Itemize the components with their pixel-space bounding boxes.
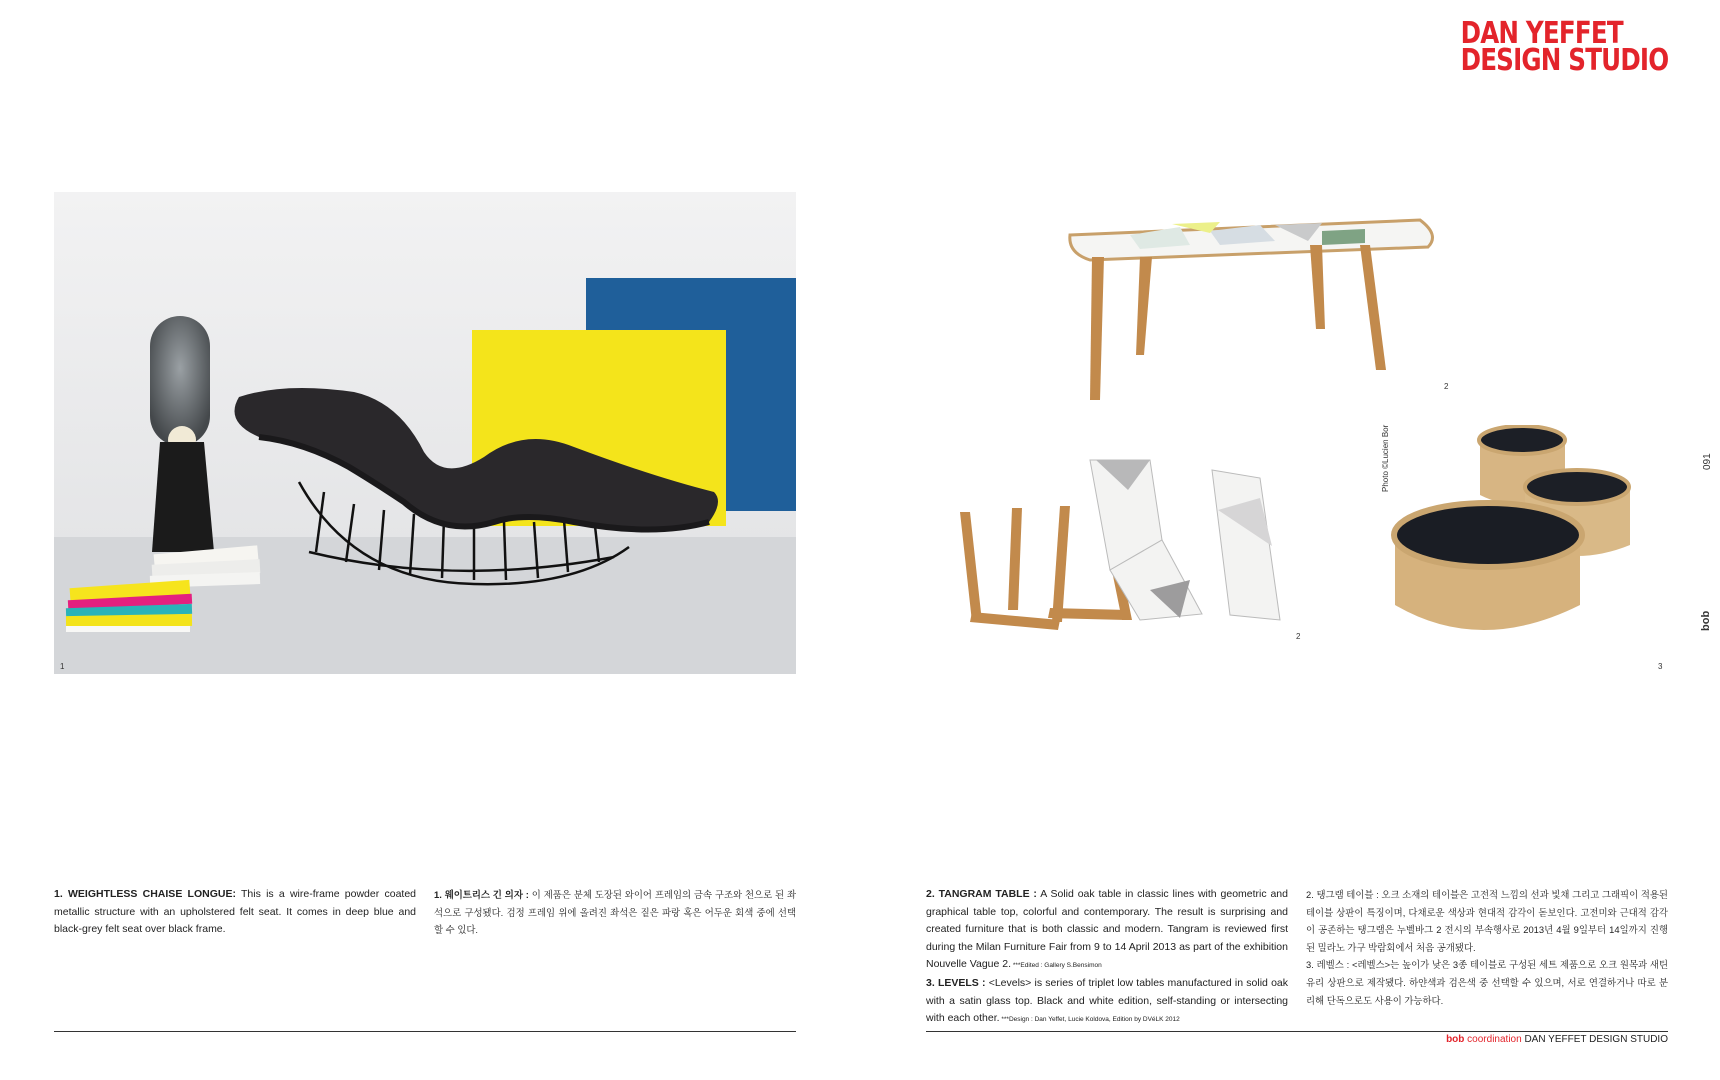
footer-studio-name: DAN YEFFET DESIGN STUDIO [1524, 1034, 1668, 1045]
photo-credit: Photo ©Lucien Bor [1381, 424, 1390, 492]
weightless-kr-text: 이 제품은 분체 도장된 와이어 프레임의 금속 구조와 천으로 된 좌석으로 구성됐다. 검정 프레임 위에 올려진 좌석은 짙은 파랑 혹은 어두운 회색 중에 선택할 수 있다. [434, 889, 797, 936]
page-number: 091 [1702, 453, 1713, 470]
tangram-table-photo [1060, 205, 1450, 420]
tangram-levels-caption-en [926, 886, 1288, 1029]
figure-number-3: 3 [1658, 662, 1663, 671]
studio-logo [1460, 16, 1668, 78]
weightless-text: This is a wire-frame powder coated metallic structure with an upholstered felt seat. It comes in deep blue and black-grey felt seat over black frame. [54, 888, 416, 936]
footer-brand: bob [1446, 1034, 1465, 1045]
tangram-text: A Solid oak table in classic lines with geometric and graphical table top, colorful and contemporary. The result is surprising and created furniture that is both classic and modern. Tangram is reviewed first during the Milan Furniture Fair from 9 to 14 April 2013 as part of the exhibition Nouvelle Vague 2. [926, 888, 1288, 971]
tangram-kr-text: 2. 탱그램 테이블 : 오크 소재의 테이블은 고전적 느낌의 선과 빛채 그리고 그래픽이 적용된 테이블 상판이 특징이며, 다채로운 색상과 현대적 감각이 돋보인다. 고전미와 근대적 감각이 공존하는 탱그램은 누벨바그 2 전시의 부속행사로 2013년 4월 9일부터 14일까지 진행된 밀라노 가구 박람회에서 처음 공개됐다. [1306, 889, 1668, 953]
weightless-caption-kr [434, 886, 796, 939]
figure-number-2b: 2 [1296, 632, 1301, 641]
logo-line-1: DAN YEFFET [1460, 16, 1623, 51]
footer-credit [1446, 1034, 1668, 1045]
divider-right [926, 1031, 1668, 1032]
levels-credit: ***Design : Dan Yeffet, Lucie Koldova, Edition by DVéLK 2012 [999, 1016, 1180, 1024]
tangram-title: 2. TANGRAM TABLE : [926, 888, 1037, 900]
levels-title: 3. LEVELS : [926, 976, 986, 989]
tangram-levels-caption-kr [1306, 886, 1668, 1009]
weightless-kr-title: 1. 웨이트리스 긴 의자 : [434, 889, 529, 900]
levels-text: <Levels> is series of triplet low tables manufactured in solid oak with a satin glass top. Black and white edition, self-standing or intersecting with each other. [926, 976, 1288, 1025]
tangram-stools-photo [950, 450, 1300, 645]
logo-line-2: DESIGN STUDIO [1460, 43, 1668, 78]
tangram-credit: ***Edited : Gallery S.Bensimon [1011, 962, 1102, 970]
figure-number-1: 1 [60, 662, 65, 671]
weightless-caption-en [54, 886, 416, 939]
magazine-tab: bob [1700, 610, 1712, 631]
levels-kr-text: 3. 레벨스 : <레벨스>는 높이가 낮은 3종 테이블로 구성된 세트 제품으로 오크 원목과 새틴 유리 상판으로 제작됐다. 하얀색과 검은색 중 선택할 수 있으며, 서로 연결하거나 따로 분리해 단독으로도 사용이 가능하다. [1306, 959, 1668, 1006]
chaise-longue-photo [54, 192, 796, 674]
weightless-title: 1. WEIGHTLESS CHAISE LONGUE: [54, 888, 236, 900]
figure-number-2a: 2 [1444, 382, 1449, 391]
divider-left [54, 1031, 796, 1032]
levels-tables-photo [1380, 425, 1663, 671]
footer-coordination: coordination [1464, 1034, 1525, 1045]
